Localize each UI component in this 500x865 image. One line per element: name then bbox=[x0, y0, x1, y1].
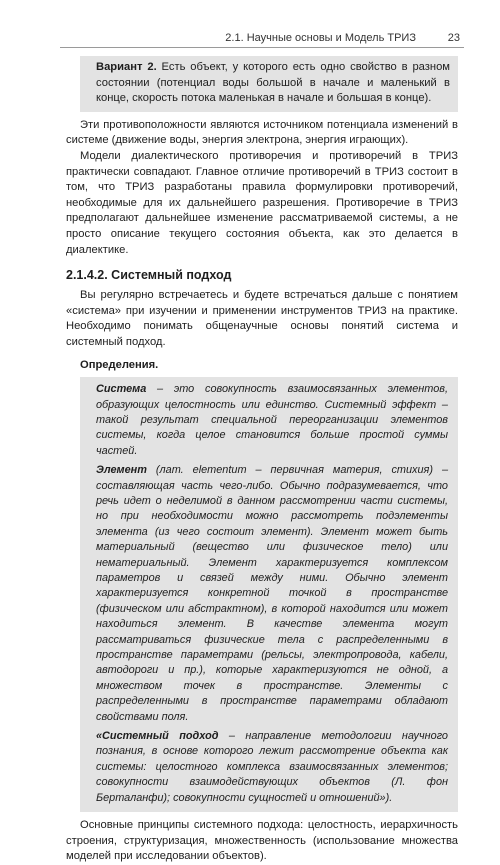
definition-element bbox=[96, 463, 448, 725]
paragraph-2: Модели диалектического противоречия и противоречий в ТРИЗ практически совпадают. Главное отличие противоречий в ТРИЗ состоит в том, что ТРИЗ разработаны правила формулировки противоречий, необходимые для их дальнейшего разрешения. Противоречие в ТРИЗ предполагают дальнейшее изменение рассматриваемой системы, а не просто описание текущего состояния объекта, как это делается в диалектике. bbox=[66, 149, 458, 256]
definition-text: – направление методологии научного познания, в основе которого лежит рассмотрение объекта как системы: целостного комплекса взаимосвязанных элементов; совокупности взаимодействующих объектов (Л. фон Берталанфи); совокупности сущностей и отношений»). bbox=[96, 730, 448, 804]
section-heading: 2.1.4.2. Системный подход bbox=[66, 268, 232, 283]
running-header-title: 2.1. Научные основы и Модель ТРИЗ bbox=[225, 32, 416, 44]
section-intro: Вы регулярно встречаетесь и будете встречаться дальше с понятием «система» при изучении и применении инструментов ТРИЗ на практике. Необходимо понимать общенаучные основы понятий система и системный подход. bbox=[66, 289, 458, 348]
page-content bbox=[66, 56, 458, 865]
closing-paragraph: Основные принципы системного подхода: целостность, иерархичность строения, структуризация, множественность (использование множества моделей при исследовании объектов). bbox=[66, 819, 458, 863]
definition-term: «Системный подход bbox=[96, 730, 219, 743]
definition-text: (лат. elementum – первичная материя, стихия) – составляющая часть чего-либо. Обычно подразумевается, что речь идет о неделимой в данном рассмотрении части системы, но при необходимости можно рассмотреть подэлементы элемента (из чего состоит элемент). Элемент может быть материальный (вещество или физическое тело) или нематериальный. Элемент характеризуется комплексом параметров и связей между ними. Обычно элемент характеризуется конкретной точкой в пространстве (физическом или абстрактном), в которой находится или может находиться элемент. В качестве элемента могут рассматриваться физические тела с распределенными в пространстве параметрами (рельсы, электропровода, кабели, автодороги и пр.), которые характеризуются не одной, а множеством точек в пространстве. Элементы с распределенными в пространстве параметрами обладают свойствами поля. bbox=[96, 464, 448, 723]
page-number: 23 bbox=[447, 32, 460, 44]
variant-paragraph bbox=[96, 60, 450, 107]
variant-box bbox=[80, 56, 458, 112]
definition-system-approach bbox=[96, 729, 448, 806]
definition-term: Система bbox=[96, 383, 147, 396]
definition-text: – это совокупность взаимосвязанных элементов, образующих целостность или единство. Системный эффект – такой результат специальной переорганизации элементов системы, когда целое становится больше простой суммы частей. bbox=[96, 383, 448, 457]
definitions-heading: Определения. bbox=[80, 358, 159, 371]
running-header bbox=[0, 0, 500, 52]
definitions-box bbox=[80, 377, 458, 812]
definition-term: Элемент bbox=[96, 464, 147, 477]
header-rule bbox=[60, 47, 464, 48]
paragraph-1: Эти противоположности являются источником потенциала изменений в системе (движение воды, энергия электрона, энергия играющих). bbox=[66, 118, 458, 147]
variant-text: Есть объект, у которого есть одно свойство в разном состоянии (потенциал воды большой в начале и маленький в конце, скорость потока маленькая в начале и большая в конце). bbox=[96, 61, 450, 105]
variant-label: Вариант 2. bbox=[96, 61, 157, 73]
definition-system bbox=[96, 382, 448, 459]
